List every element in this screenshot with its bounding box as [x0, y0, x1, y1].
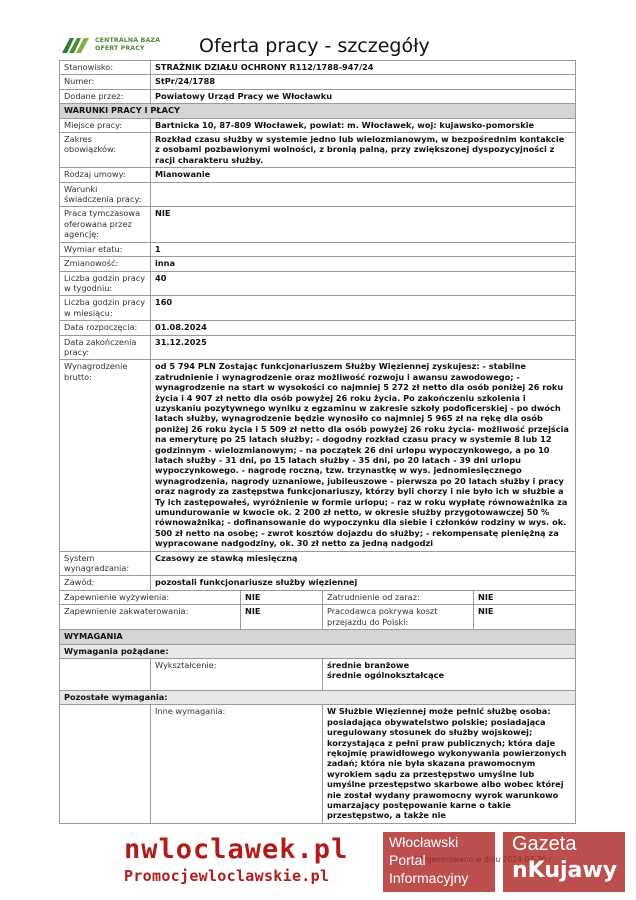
spacer-cell: [60, 658, 151, 690]
row-rodzaj: [60, 168, 576, 182]
row-stanowisko: [60, 61, 576, 75]
row-zakres: [60, 133, 576, 168]
label-godz-tydz: Liczba godzin pracy w tygodniu:: [60, 271, 151, 296]
watermark-promocje: Promocjewloclawskie.pl: [124, 867, 330, 885]
label-dodane: Dodane przez:: [60, 89, 151, 103]
label-wyksztalcenie: Wykształcenie:: [151, 658, 323, 690]
row-zakwaterowanie: [60, 605, 576, 630]
subsection-heading: Wymagania pożądane:: [60, 644, 576, 658]
row-warunki-sw: [60, 182, 576, 207]
value-od-zaraz: NIE: [474, 590, 576, 604]
section-heading: WYMAGANIA: [60, 630, 576, 644]
watermark-gazeta-line-2: nKujawy: [512, 858, 618, 883]
label-wymiar: Wymiar etatu:: [60, 242, 151, 256]
education-2: średnie ogólnokształcące: [327, 670, 445, 681]
row-system: [60, 551, 576, 576]
value-wynagrodzenie: od 5 794 PLN Zostając funkcjonariuszem Służby Więziennej zyskujesz: - stabilne zatrudnienie i wynagrodzenie oraz możliwość rozwoju i awansu zawodowego; - wynagrodzenie na start w wysokości co najmniej 5 272 zł netto dla osób poniżej 26 roku życia i 4 907 zł netto dla osób powyżej 26 roku życia. Po zakończeniu szkolenia i uzyskaniu pozytywnego wyniku z egzaminu w zakresie szkoły podoficerskiej - po dwóch latach służby, wynagrodzenie będzie wynosiło co najmniej 5 965 zł na rękę dla osób poniżej 26 roku życia i 5 509 zł netto dla osób powyżej 26 roku życia- możliwość przejścia na emeryturę po 25 latach służby; - dogodny rozkład czasu pracy w systemie 8 lub 12 godzinnym - wielozmianowym; - na początek 26 dni urlopu wypoczynkowego, a po 10 latach służby - 31 dni, po 15 latach służby - 35 dni, po 20 latach - 39 dni urlopu wypoczynkowego. - nagrodę roczną, tzw. trzynastkę w wys. jednomiesięcznego wynagrodzenia, nagrody uznaniowe, jubileuszowe - pierwsza po 20 latach służby i pracy oraz nagrody za zastępstwa funkcjonariuszy, którzy byli chorzy i nie było ich w służbie a Ty ich zastępowałeś, wyróżnienie w formie urlopu; - raz w roku wypłatę równoważnika za umundurowanie w kwocie ok. 2 200 zł netto, w okresie służby przygotowawczej 50 % równoważnika; - dofinansowanie do wypoczynku dla siebie i członków rodziny w wys. ok. 500 zł netto na osobę; - zwrot kosztów dojazdu do służby; - rekompensatę pieniężną za wypracowane nadgodziny, ok. 30 zł netto za jedną nadgodzi: [151, 360, 576, 551]
section-pozadane: [60, 644, 576, 658]
education-1: średnie branżowe: [327, 659, 410, 670]
value-numer: StPr/24/1788: [151, 75, 576, 89]
label-warunki-sw: Warunki świadczenia pracy:: [60, 182, 151, 207]
value-wyksztalcenie: [323, 658, 576, 690]
offer-details-table: [59, 60, 576, 824]
value-data-rozp: 01.08.2024: [151, 321, 576, 335]
label-zakwaterowanie: Zapewnienie zakwaterowania:: [60, 605, 241, 630]
row-wynagrodzenie: [60, 360, 576, 551]
label-tymczasowa: Praca tymczasowa oferowana przez agencję:: [60, 207, 151, 242]
spacer-cell: [60, 705, 151, 823]
section-heading: WARUNKI PRACY I PŁACY: [60, 104, 576, 118]
row-zawod: [60, 576, 576, 590]
value-godz-mies: 160: [151, 296, 576, 321]
row-data-zak: [60, 335, 576, 360]
value-stanowisko: STRAŻNIK DZIAŁU OCHRONY R112/1788-947/24: [151, 61, 576, 75]
row-godz-tydz: [60, 271, 576, 296]
watermark-gazeta-line-1: Gazeta: [512, 833, 577, 855]
row-numer: [60, 75, 576, 89]
row-godz-mies: [60, 296, 576, 321]
label-data-rozp: Data rozpoczęcia:: [60, 321, 151, 335]
value-miejsce: Bartnicka 10, 87-809 Włocławek, powiat: m. Włocławek, woj: kujawsko-pomorskie: [151, 118, 576, 132]
value-zawod: pozostali funkcjonariusze służby więziennej: [151, 576, 576, 590]
row-data-rozp: [60, 321, 576, 335]
logo-text: [95, 37, 160, 52]
logo-line-1: CENTRALNA BAZA: [95, 37, 161, 44]
offer-page: [59, 0, 575, 821]
value-tymczasowa: NIE: [151, 207, 576, 242]
logo-mark-icon: [61, 36, 91, 54]
value-warunki-sw: [151, 182, 576, 207]
watermark-portal-line-3: Informacyjny: [389, 870, 469, 886]
label-od-zaraz: Zatrudnienie od zaraz:: [323, 590, 474, 604]
watermark-nwloclawek: nwloclawek.pl: [124, 834, 349, 865]
row-tymczasowa: [60, 207, 576, 242]
value-wyzywienie: NIE: [241, 590, 323, 604]
label-zmianowosc: Zmianowość:: [60, 257, 151, 271]
label-zawod: Zawód:: [60, 576, 151, 590]
value-zakres: Rozkład czasu służby w systemie jedno lub wielozmianowym, w bezpośrednim kontakcie z osobami pozbawionymi wolności, z bronią palną, przy zwiększonej dyspozycyjności z racji charakteru służby.: [151, 133, 576, 168]
label-inne: Inne wymagania:: [151, 705, 323, 823]
label-godz-mies: Liczba godzin pracy w miesiącu:: [60, 296, 151, 321]
row-wyzywienie: [60, 590, 576, 604]
logo-line-2: OFERT PRACY: [95, 44, 145, 52]
row-inne: [60, 705, 576, 823]
value-inne: W Służbie Więziennej może pełnić służbę osoba: posiadająca obywatelstwo polskie; posiadająca uregulowany stosunek do służby wojskowej; korzystająca z pełni praw publicznych; która daje rękojmię prawidłowego wykonywania powierzonych zadań; która nie była skazana prawomocnym wyrokiem sądu za przestępstwo umyślne lub umyślne przestępstwo skarbowe albo wobec której nie został wydany prawomocny wyrok warunkowo umarzający postępowanie karne o takie przestępstwo, a także nie: [323, 705, 576, 823]
page-header: [59, 0, 575, 60]
value-zmianowosc: inna: [151, 257, 576, 271]
watermark-portal-line-2: Portal: [389, 852, 426, 868]
label-miejsce: Miejsce pracy:: [60, 118, 151, 132]
value-dojazd: NIE: [474, 605, 576, 630]
row-wymiar: [60, 242, 576, 256]
subsection-heading: Pozostałe wymagania:: [60, 690, 576, 704]
value-wymiar: 1: [151, 242, 576, 256]
row-miejsce: [60, 118, 576, 132]
watermark-portal-line-1: Włocławski: [389, 834, 459, 850]
value-rodzaj: Mianowanie: [151, 168, 576, 182]
value-zakwaterowanie: NIE: [241, 605, 323, 630]
value-dodane: Powiatowy Urząd Pracy we Włocławku: [151, 89, 576, 103]
value-data-zak: 31.12.2025: [151, 335, 576, 360]
label-wynagrodzenie: Wynagrodzenie brutto:: [60, 360, 151, 551]
section-pozostale: [60, 690, 576, 704]
section-wymagania: [60, 630, 576, 644]
label-numer: Numer:: [60, 75, 151, 89]
label-data-zak: Data zakończenia pracy:: [60, 335, 151, 360]
label-wyzywienie: Zapewnienie wyżywienia:: [60, 590, 241, 604]
section-warunki: [60, 104, 576, 118]
label-rodzaj: Rodzaj umowy:: [60, 168, 151, 182]
cbop-logo: [61, 36, 171, 56]
label-system: System wynagradzania:: [60, 551, 151, 576]
row-dodane: [60, 89, 576, 103]
page-title: Oferta pracy - szczegóły: [199, 35, 430, 57]
row-zmianowosc: [60, 257, 576, 271]
value-godz-tydz: 40: [151, 271, 576, 296]
row-wyksztalcenie: [60, 658, 576, 690]
label-zakres: Zakres obowiązków:: [60, 133, 151, 168]
label-stanowisko: Stanowisko:: [60, 61, 151, 75]
value-system: Czasowy ze stawką miesięczną: [151, 551, 576, 576]
label-dojazd: Pracodawca pokrywa koszt przejazdu do Polski:: [323, 605, 474, 630]
